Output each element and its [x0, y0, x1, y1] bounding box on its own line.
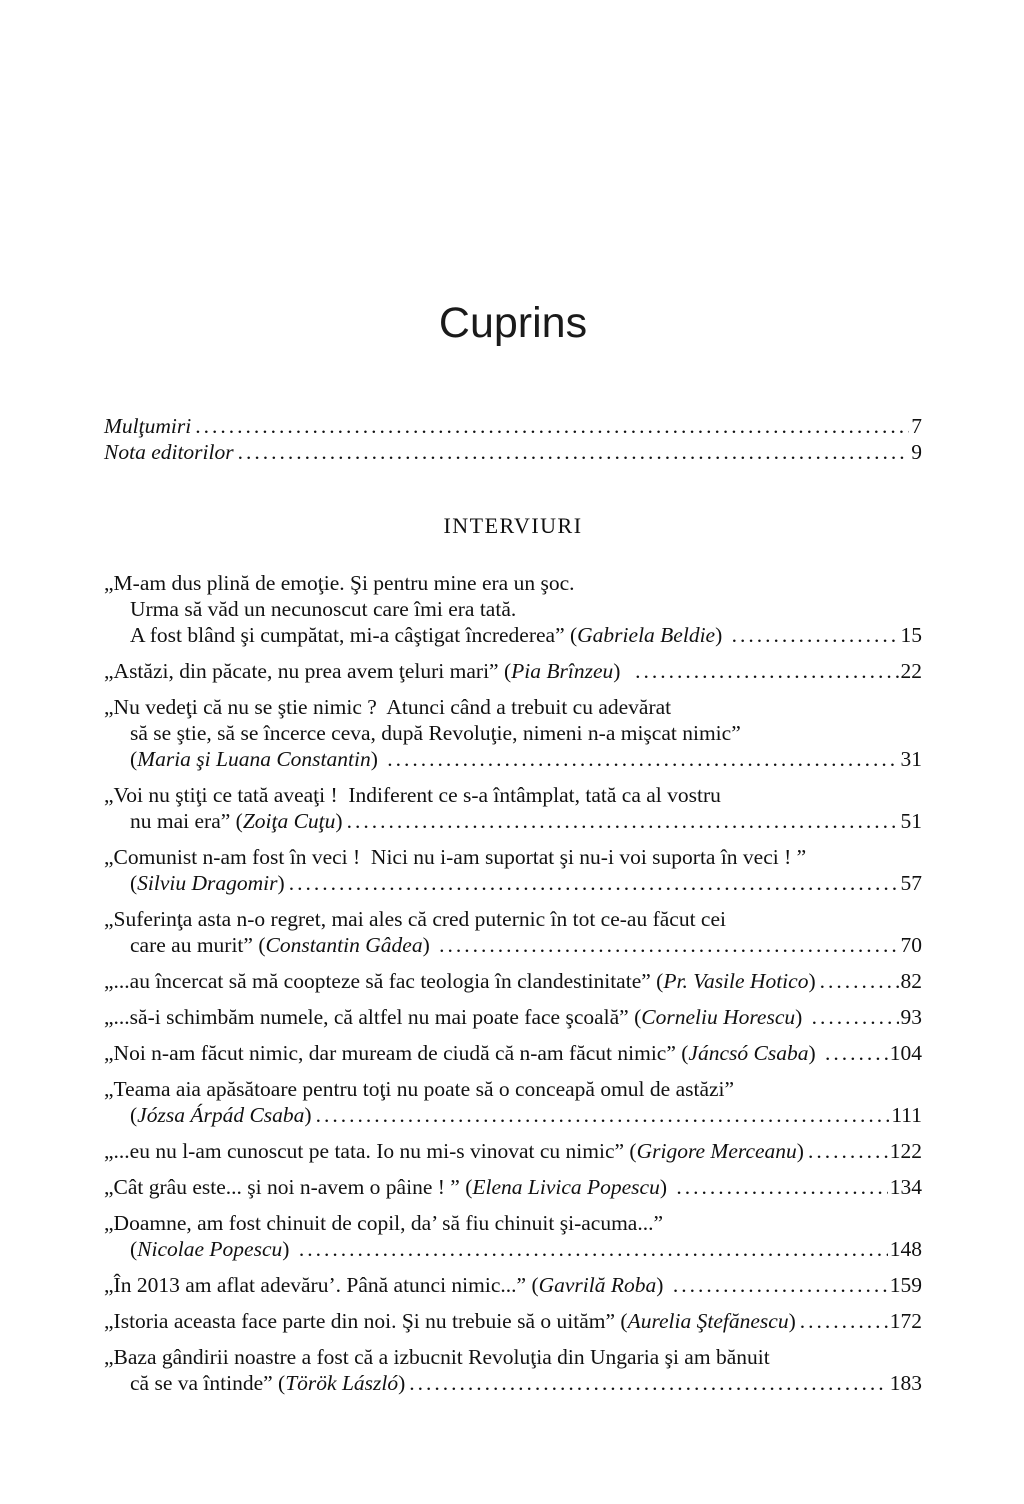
author-name: Török László — [285, 1371, 399, 1396]
entry-line: „Suferinţa asta n-o regret, mai ales că cred puternic în tot ce-au făcut cei — [104, 907, 726, 932]
entry-text: „În 2013 am aflat adevăru’. Până atunci nimic...” ( — [104, 1273, 539, 1298]
entry-final-line — [104, 1308, 922, 1334]
page-title: Cuprins — [438, 299, 588, 347]
toc-entry — [104, 968, 922, 994]
page-number: 22 — [900, 659, 922, 684]
page-number: 31 — [900, 747, 922, 772]
entry-text: A fost blând şi cumpătat, mi-a câştigat încrederea” ( — [130, 623, 578, 648]
author-name: Elena Livica Popescu — [472, 1175, 660, 1200]
toc-entry — [104, 694, 922, 772]
dot-leader — [439, 932, 898, 958]
page-number: 82 — [900, 969, 922, 994]
entry-text-after: ) — [335, 809, 343, 834]
entry-line: „Teama aia apăsătoare pentru toţi nu poate să o conceapă omul de astăzi” — [104, 1077, 735, 1102]
author-name: Jáncsó Csaba — [688, 1041, 809, 1066]
front-matter-item — [104, 413, 922, 439]
entry-text-after: ) — [796, 1139, 804, 1164]
dot-leader — [808, 1138, 888, 1164]
entry-final-line — [104, 746, 922, 772]
toc-entry — [104, 906, 922, 958]
entry-text-after: ) — [659, 1175, 673, 1200]
dot-leader — [299, 1236, 888, 1262]
toc-entry — [104, 1308, 922, 1334]
entry-text: că se va întinde” ( — [130, 1371, 286, 1396]
entry-text: „Cât grâu este... şi noi n-avem o pâine ! ” ( — [104, 1175, 473, 1200]
entry-line: să se ştie, să se încerce ceva, după Revoluţie, nimeni n-a mişcat nimic” — [130, 721, 741, 746]
page-number: 93 — [900, 1005, 922, 1030]
dot-leader — [820, 968, 899, 994]
entry-line: „M-am dus plină de emoţie. Şi pentru mine era un şoc. — [104, 571, 575, 596]
page-number: 159 — [889, 1273, 922, 1298]
entry-final-line — [104, 1102, 922, 1128]
dot-leader — [676, 1174, 887, 1200]
entry-final-line — [104, 968, 922, 994]
author-name: Aurelia Ştefănescu — [627, 1309, 789, 1334]
front-item-label: Mulţumiri — [104, 414, 192, 439]
dot-leader — [812, 1004, 899, 1030]
entry-final-line — [104, 658, 922, 684]
entry-final-line — [104, 932, 922, 958]
page-number: 51 — [900, 809, 922, 834]
author-name: Maria şi Luana Constantin — [137, 747, 371, 772]
author-name: Pr. Vasile Hotico — [663, 969, 809, 994]
page-number: 122 — [889, 1139, 922, 1164]
entry-text-after: ) — [788, 1309, 796, 1334]
toc-entry — [104, 1210, 922, 1262]
entry-line: „Voi nu ştiţi ce tată aveaţi ! Indiferent ce s-a întâmplat, tată ca al vostru — [104, 783, 721, 808]
page-number: 7 — [911, 414, 922, 439]
dot-leader — [635, 658, 898, 684]
entry-text: ( — [130, 871, 138, 896]
toc-entry — [104, 1344, 922, 1396]
entry-final-line — [104, 808, 922, 834]
entry-final-line — [104, 622, 922, 648]
author-name: Gavrilă Roba — [538, 1273, 657, 1298]
author-name: Gabriela Beldie — [577, 623, 716, 648]
toc-entry — [104, 658, 922, 684]
entry-final-line — [104, 870, 922, 896]
author-name: Józsa Árpád Csaba — [137, 1103, 305, 1128]
entry-text: „...au încercat să mă coopteze să fac teologia în clandestinitate” ( — [104, 969, 664, 994]
dot-leader — [289, 870, 899, 896]
entry-line: Urma să văd un necunoscut care îmi era tată. — [130, 597, 517, 622]
page-number: 70 — [900, 933, 922, 958]
dot-leader — [825, 1040, 888, 1066]
page-number: 134 — [889, 1175, 922, 1200]
toc-entry — [104, 1004, 922, 1030]
entry-text: „Istoria aceasta face parte din noi. Şi nu trebuie să o uităm” ( — [104, 1309, 628, 1334]
page-number: 111 — [891, 1103, 922, 1128]
author-name: Silviu Dragomir — [137, 871, 278, 896]
dot-leader — [387, 746, 898, 772]
author-name: Constantin Gâdea — [265, 933, 423, 958]
entry-text-after: ) — [398, 1371, 406, 1396]
dot-leader — [673, 1272, 888, 1298]
toc-entry — [104, 844, 922, 896]
dot-leader — [347, 808, 899, 834]
entry-text: „...eu nu l-am cunoscut pe tata. Io nu mi-s vinovat cu nimic” ( — [104, 1139, 637, 1164]
entry-text-after: ) — [282, 1237, 295, 1262]
front-item-label: Nota editorilor — [104, 440, 234, 465]
entry-text-after: ) — [808, 1041, 822, 1066]
toc-entry — [104, 1272, 922, 1298]
entry-final-line — [104, 1138, 922, 1164]
page-number: 9 — [911, 440, 922, 465]
dot-leader — [732, 622, 899, 648]
entry-text: nu mai era” ( — [130, 809, 243, 834]
entry-text: ( — [130, 747, 138, 772]
page-number: 57 — [900, 871, 922, 896]
page-number: 104 — [889, 1041, 922, 1066]
toc-content — [104, 0, 922, 1406]
entry-text: care au murit” ( — [130, 933, 266, 958]
front-matter-item — [104, 439, 922, 465]
entry-final-line — [104, 1236, 922, 1262]
toc-entry — [104, 782, 922, 834]
page-number: 15 — [900, 623, 922, 648]
entry-final-line — [104, 1272, 922, 1298]
dot-leader — [409, 1370, 887, 1396]
entry-final-line — [104, 1040, 922, 1066]
entry-line: „Comunist n-am fost în veci ! Nici nu i-am suportat şi nu-i voi suporta în veci ! ” — [104, 845, 807, 870]
toc-entry — [104, 1138, 922, 1164]
entry-line: „Nu vedeţi că nu se ştie nimic ? Atunci când a trebuit cu adevărat — [104, 695, 672, 720]
dot-leader — [238, 439, 910, 465]
author-name: Pia Brînzeu — [511, 659, 614, 684]
dot-leader — [800, 1308, 888, 1334]
page-number: 183 — [889, 1371, 922, 1396]
author-name: Grigore Merceanu — [636, 1139, 797, 1164]
toc-entry — [104, 1040, 922, 1066]
entry-line: „Doamne, am fost chinuit de copil, da’ să fiu chinuit şi-acuma...” — [104, 1211, 664, 1236]
author-name: Corneliu Horescu — [641, 1005, 796, 1030]
entry-text-after: ) — [370, 747, 384, 772]
toc-entry — [104, 1174, 922, 1200]
entry-text: „...să-i schimbăm numele, că altfel nu mai poate face şcoală” ( — [104, 1005, 642, 1030]
dot-leader — [195, 413, 909, 439]
entry-text: „Astăzi, din păcate, nu prea avem ţeluri mari” ( — [104, 659, 512, 684]
entry-final-line — [104, 1174, 922, 1200]
entry-final-line — [104, 1370, 922, 1396]
dot-leader — [316, 1102, 890, 1128]
front-matter-list — [104, 413, 922, 465]
entry-text-after: ) — [277, 871, 285, 896]
entry-text: „Noi n-am făcut nimic, dar muream de ciudă că n-am făcut nimic” ( — [104, 1041, 689, 1066]
entry-text: ( — [130, 1237, 138, 1262]
page-number: 172 — [889, 1309, 922, 1334]
entry-final-line — [104, 1004, 922, 1030]
entry-text-after: ) — [613, 659, 632, 684]
entry-text-after: ) — [795, 1005, 808, 1030]
entry-text: ( — [130, 1103, 138, 1128]
section-heading: INTERVIURI — [443, 513, 583, 539]
page-number: 148 — [889, 1237, 922, 1262]
entry-text-after: ) — [656, 1273, 669, 1298]
toc-entries — [104, 570, 922, 1396]
author-name: Nicolae Popescu — [137, 1237, 283, 1262]
author-name: Zoiţa Cuţu — [242, 809, 336, 834]
toc-entry — [104, 570, 922, 648]
entry-text-after: ) — [304, 1103, 312, 1128]
entry-line: „Baza gândirii noastre a fost că a izbucnit Revoluţia din Ungaria şi am bănuit — [104, 1345, 770, 1370]
entry-text-after: ) — [808, 969, 816, 994]
entry-text-after: ) — [715, 623, 728, 648]
entry-text-after: ) — [422, 933, 436, 958]
toc-entry — [104, 1076, 922, 1128]
